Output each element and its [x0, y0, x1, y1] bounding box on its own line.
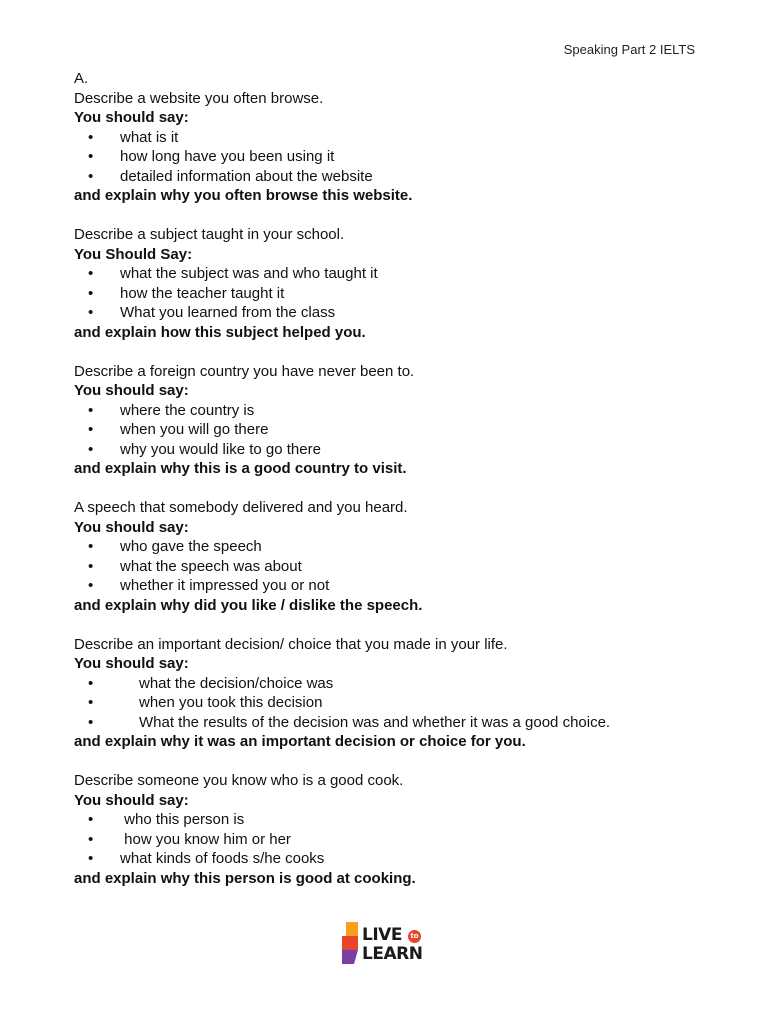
bullet-item	[74, 401, 714, 421]
you-should-say-label: You should say:	[74, 109, 189, 126]
bullet-text: when you took this decision	[139, 694, 323, 711]
bullet-icon: •	[88, 811, 94, 828]
topic-prompt: Describe a subject taught in your school.	[74, 226, 345, 243]
topic-card	[74, 362, 714, 479]
bullet-text: what is it	[120, 128, 179, 146]
bullet-icon: •	[88, 128, 94, 146]
bullet-text: what the subject was and who taught it	[120, 265, 378, 282]
bullet-item	[74, 713, 714, 733]
logo-word-learn: LEARN	[362, 944, 423, 964]
bullet-item	[74, 557, 714, 577]
you-should-say-label: You should say:	[74, 382, 189, 399]
page-header-title: Speaking Part 2 IELTS	[563, 42, 695, 57]
bullet-icon: •	[88, 850, 94, 867]
bullet-icon: •	[88, 577, 94, 594]
explain-line: and explain why did you like / dislike the speech.	[74, 596, 423, 614]
bullet-icon: •	[88, 538, 94, 555]
bullet-text: detailed information about the website	[120, 167, 373, 185]
bullet-text: what kinds of foods s/he cooks	[120, 850, 325, 867]
explain-line: and explain why it was an important decision or choice for you.	[74, 733, 526, 750]
topic-prompt: Describe someone you know who is a good cook.	[74, 772, 404, 789]
bullet-icon: •	[88, 557, 94, 575]
bullet-icon: •	[88, 148, 94, 165]
topic-card	[74, 89, 714, 206]
bullet-text: who this person is	[120, 811, 245, 828]
bullet-item	[74, 284, 714, 304]
bullet-item	[74, 693, 714, 713]
bullet-text: why you would like to go there	[120, 440, 321, 458]
bullet-item	[74, 576, 714, 596]
you-should-say-label: You Should Say:	[74, 245, 193, 263]
bullet-text: whether it impressed you or not	[120, 577, 330, 594]
bullet-text: What you learned from the class	[120, 304, 336, 321]
live-to-learn-logo	[342, 920, 432, 966]
bullet-icon: •	[88, 440, 94, 458]
bullet-text: how the teacher taught it	[120, 284, 285, 302]
topic-card	[74, 771, 714, 888]
topic-card	[74, 635, 714, 752]
bullet-text: how you know him or her	[120, 830, 291, 848]
section-label: A.	[74, 70, 89, 87]
bullet-item	[74, 537, 714, 557]
bullet-item	[74, 147, 714, 167]
topic-prompt: A speech that somebody delivered and you heard.	[74, 499, 408, 516]
bullet-text: who gave the speech	[120, 538, 262, 555]
bullet-item	[74, 440, 714, 460]
explain-line: and explain why this person is good at cooking.	[74, 869, 416, 887]
bullet-item	[74, 303, 714, 323]
explain-line: and explain why this is a good country to visit.	[74, 460, 407, 477]
bullet-icon: •	[88, 304, 94, 321]
topic-prompt: Describe a foreign country you have never been to.	[74, 362, 415, 380]
logo-mark-icon	[342, 922, 358, 964]
you-should-say-label: You should say:	[74, 518, 189, 536]
bullet-text: What the results of the decision was and whether it was a good choice.	[139, 713, 611, 731]
bullet-text: what the decision/choice was	[139, 674, 334, 692]
topic-prompt: Describe a website you often browse.	[74, 89, 324, 107]
bullet-icon: •	[88, 421, 94, 438]
topic-card	[74, 225, 714, 342]
bullet-icon: •	[88, 401, 94, 419]
bullet-text: what the speech was about	[120, 557, 302, 575]
bullet-item	[74, 264, 714, 284]
bullet-icon: •	[88, 674, 94, 692]
bullet-icon: •	[88, 167, 94, 185]
explain-line: and explain why you often browse this website.	[74, 187, 413, 204]
logo-word-live: LIVE	[362, 925, 402, 945]
bullet-icon: •	[88, 713, 94, 731]
bullet-item	[74, 830, 714, 850]
bullet-icon: •	[88, 694, 94, 711]
bullet-item	[74, 420, 714, 440]
bullet-text: how long have you been using it	[120, 148, 335, 165]
you-should-say-label: You should say:	[74, 791, 189, 809]
bullet-item	[74, 128, 714, 148]
topic-card	[74, 498, 714, 615]
bullet-item	[74, 810, 714, 830]
bullet-item	[74, 674, 714, 694]
bullet-icon: •	[88, 284, 94, 302]
bullet-item	[74, 849, 714, 869]
bullet-text: where the country is	[120, 401, 255, 419]
topic-prompt: Describe an important decision/ choice that you made in your life.	[74, 635, 508, 653]
bullet-item	[74, 167, 714, 187]
bullet-icon: •	[88, 265, 94, 282]
logo-word-to: to	[408, 930, 421, 943]
bullet-icon: •	[88, 830, 94, 848]
document-body	[74, 69, 714, 888]
explain-line: and explain how this subject helped you.	[74, 323, 366, 341]
you-should-say-label: You should say:	[74, 655, 189, 672]
bullet-text: when you will go there	[120, 421, 269, 438]
